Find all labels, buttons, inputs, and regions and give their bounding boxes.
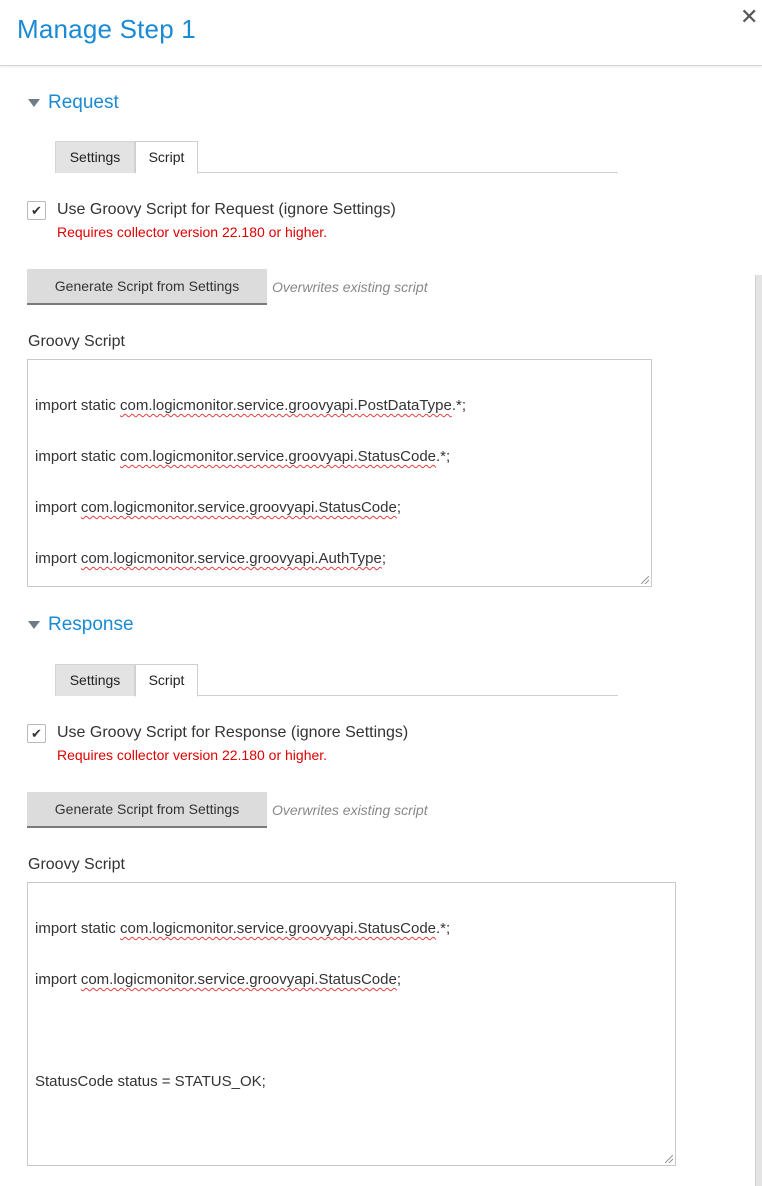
dialog-header — [0, 0, 762, 66]
resize-grip-icon[interactable] — [641, 576, 649, 584]
response-use-script-label: Use Groovy Script for Response (ignore Settings) — [57, 724, 409, 741]
response-collector-warning: Requires collector version 22.180 or higher. — [57, 747, 328, 763]
response-section-toggle[interactable] — [28, 614, 134, 636]
caret-down-icon — [28, 621, 40, 629]
response-script-editor[interactable]: import static com.logicmonitor.service.groovyapi.StatusCode.*; import com.logicmonitor.service.groovyapi.StatusCode; StatusCode status = STATUS_OK; — [27, 882, 676, 1166]
response-section-label: Response — [48, 614, 134, 635]
request-tab-script[interactable]: Script — [135, 141, 198, 174]
response-tab-settings[interactable]: Settings — [55, 664, 135, 696]
request-section-label: Request — [48, 92, 119, 113]
request-script-editor[interactable]: import static com.logicmonitor.service.groovyapi.PostDataType.*; import static com.logicmonitor.service.groovyapi.StatusCode.*; import com.logicmonitor.service.groovyapi.StatusCode; import com.logicmonitor.service.groovyapi.AuthType; — [27, 359, 652, 587]
caret-down-icon — [28, 99, 40, 107]
request-use-script-checkbox[interactable]: ✔ — [27, 201, 46, 220]
response-tab-script[interactable]: Script — [135, 664, 198, 697]
response-use-script-checkbox[interactable]: ✔ — [27, 724, 46, 743]
request-generate-script-button[interactable]: Generate Script from Settings — [27, 269, 267, 305]
response-script-label: Groovy Script — [28, 856, 125, 873]
request-script-label: Groovy Script — [28, 333, 125, 350]
dialog-title: Manage Step 1 — [17, 14, 196, 44]
request-collector-warning: Requires collector version 22.180 or higher. — [57, 224, 328, 240]
request-tabs — [55, 141, 618, 173]
request-tab-settings[interactable]: Settings — [55, 141, 135, 173]
request-generate-hint: Overwrites existing script — [272, 279, 428, 295]
request-use-script-label: Use Groovy Script for Request (ignore Settings) — [57, 201, 396, 218]
request-section-toggle[interactable] — [28, 92, 119, 114]
scrollbar[interactable] — [755, 275, 762, 1186]
response-generate-hint: Overwrites existing script — [272, 802, 428, 818]
response-tabs — [55, 664, 618, 696]
response-generate-script-button[interactable]: Generate Script from Settings — [27, 792, 267, 828]
resize-grip-icon[interactable] — [665, 1155, 673, 1163]
close-icon[interactable]: ✕ — [740, 4, 759, 29]
